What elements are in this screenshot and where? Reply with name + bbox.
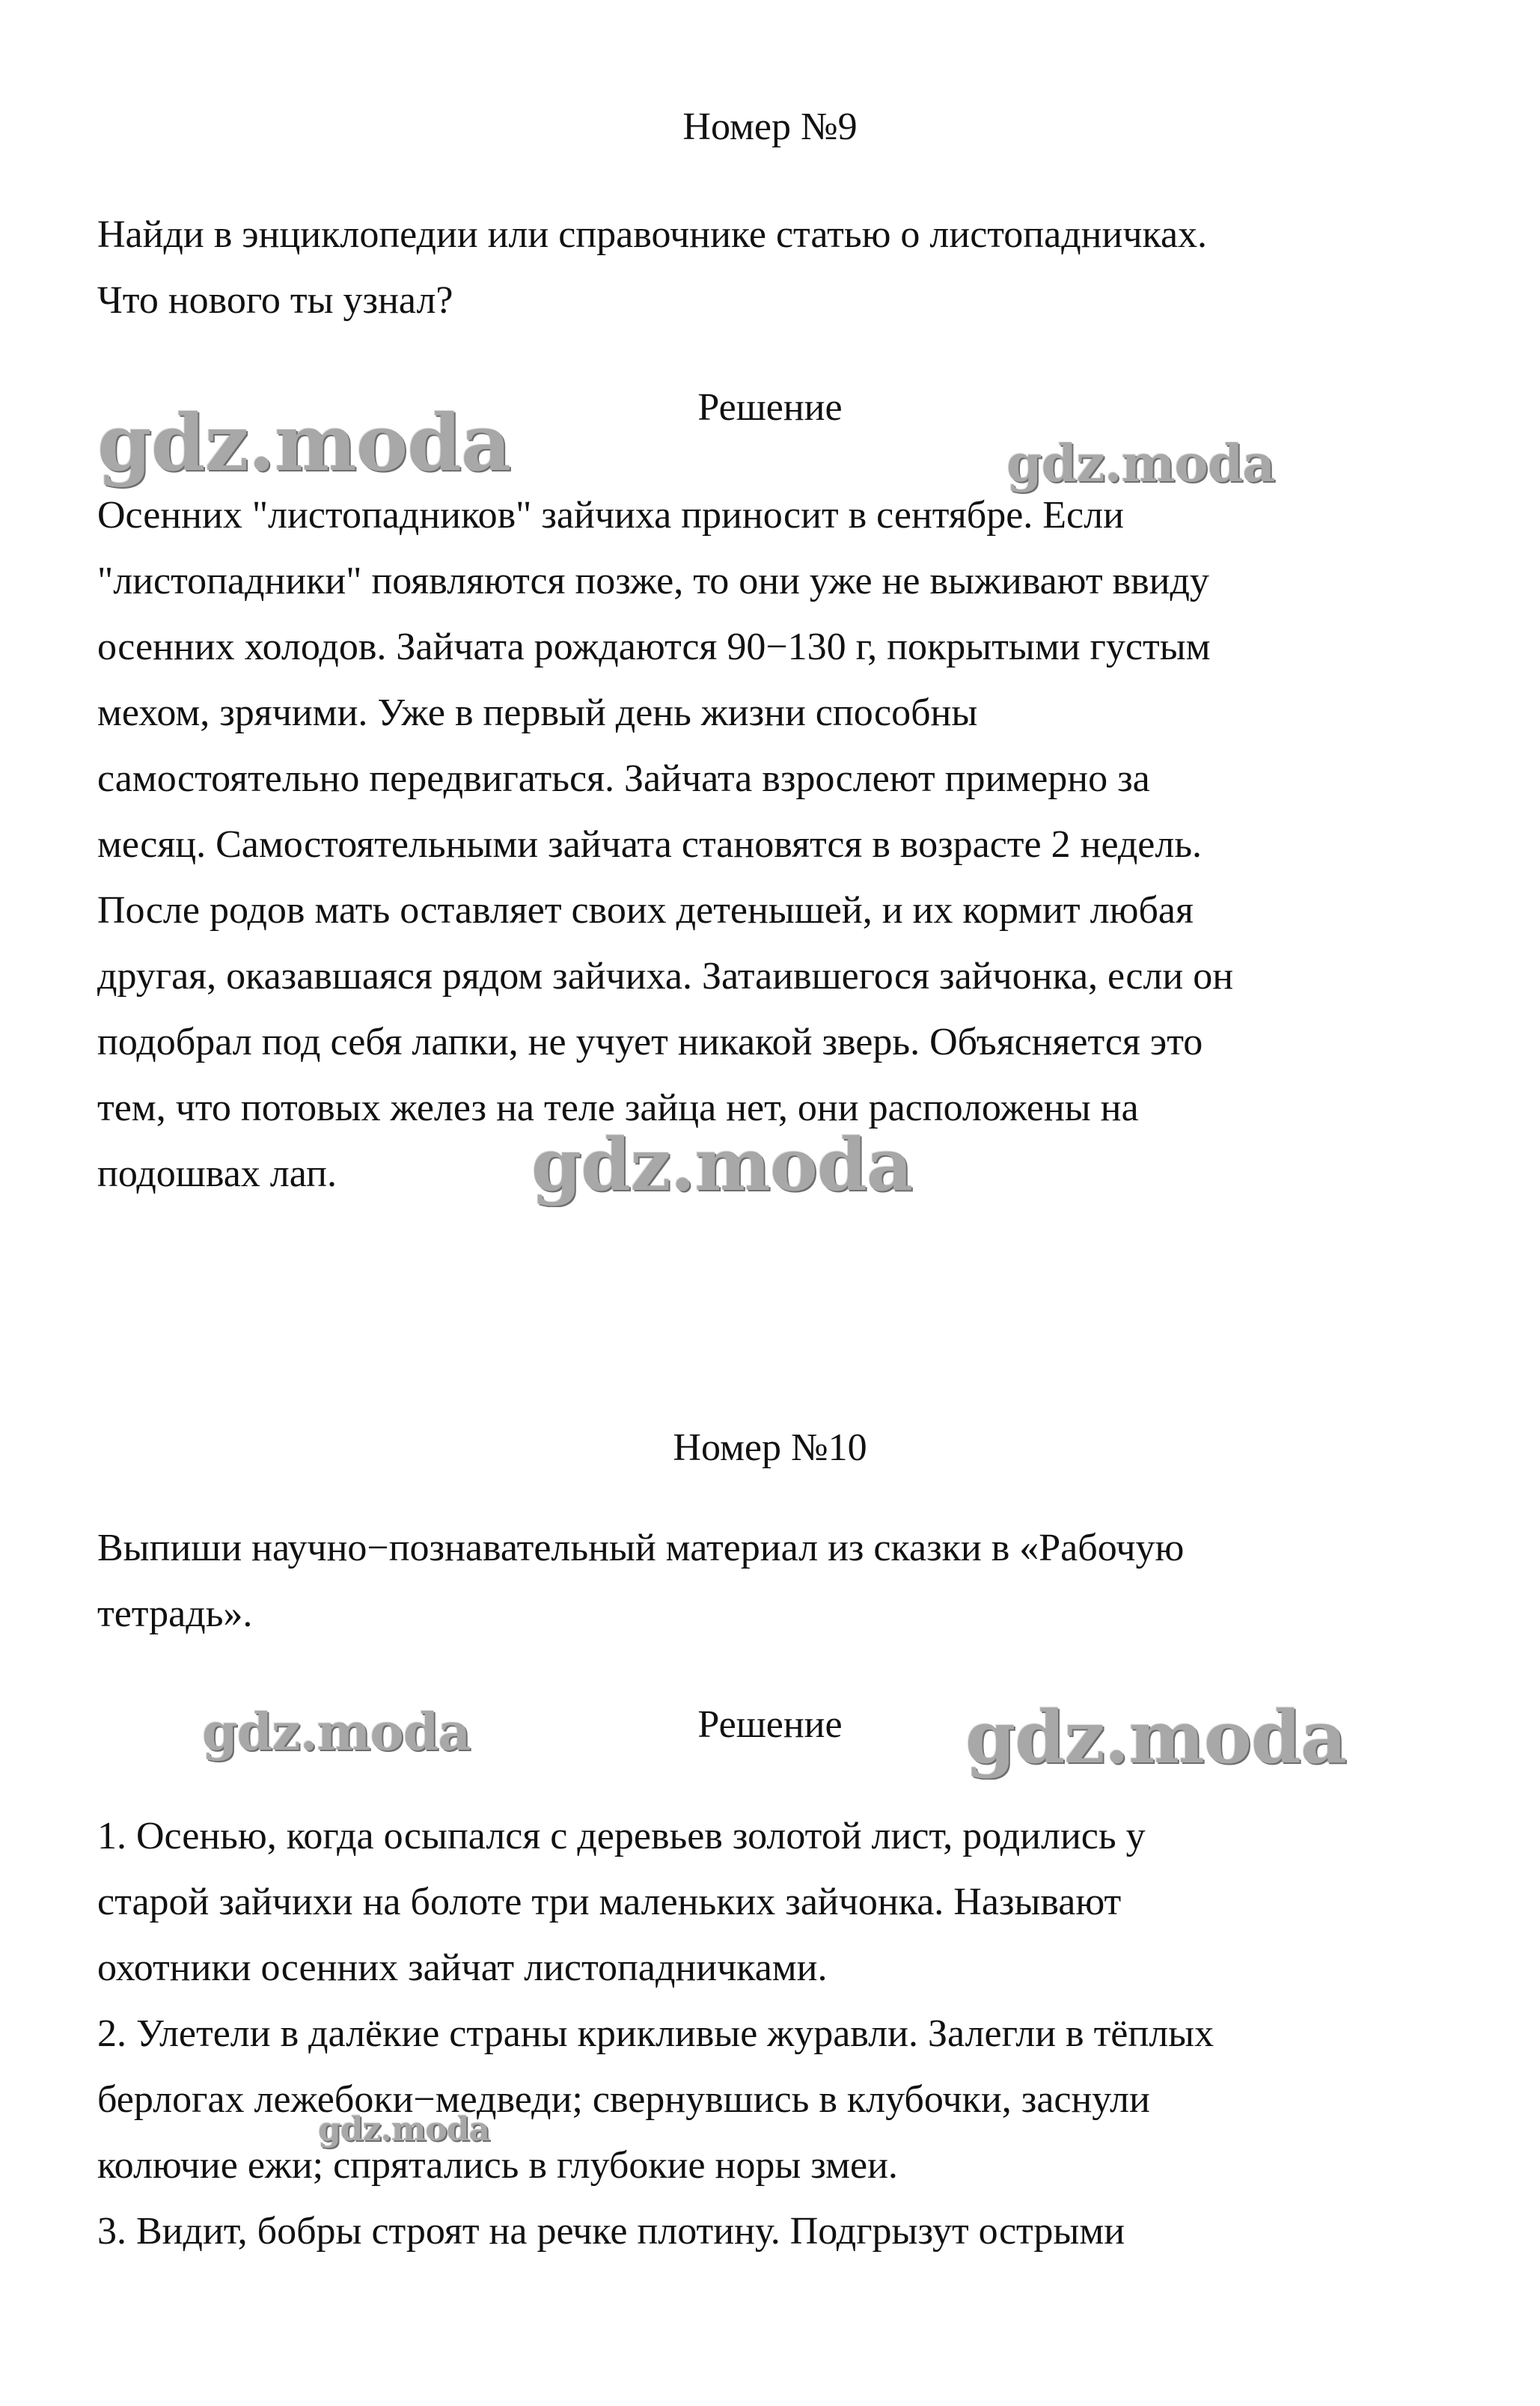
- watermark-logo: gdz.moda: [202, 1703, 471, 1762]
- answer-line: колючие ежи; спрятались в глубокие норы змеи.: [97, 2144, 898, 2187]
- task-10-solution-label: Решение: [697, 1703, 843, 1746]
- task-9-heading: Номер №9: [682, 106, 858, 148]
- answer-line: подошвах лап.: [97, 1152, 337, 1195]
- answer-line: Осенних "листопадников" зайчиха приносит в сентябре. Если: [97, 494, 1124, 537]
- task-9-question: [97, 202, 1444, 334]
- watermark-logo: gdz.moda: [97, 397, 511, 489]
- answer-line: 3. Видит, бобры строят на речке плотину. Подгрызут острыми: [97, 2210, 1125, 2253]
- answer-line: месяц. Самостоятельными зайчата становятся в возрасте 2 недель.: [97, 823, 1203, 866]
- question-line: Что нового ты узнал?: [97, 279, 453, 322]
- task-9-answer: [97, 483, 1444, 1207]
- question-line: Выпиши научно−познавательный материал из сказки в «Рабочую: [97, 1527, 1185, 1569]
- answer-line: старой зайчихи на болоте три маленьких зайчонка. Называют: [97, 1881, 1122, 1923]
- task-9-solution-label: Решение: [697, 386, 843, 429]
- watermark-logo: gdz.moda: [1006, 434, 1275, 494]
- task-10-heading: Номер №10: [673, 1426, 867, 1469]
- answer-line: "листопадники" появляются позже, то они уже не выживают ввиду: [97, 560, 1209, 602]
- task-10-answer: [97, 1804, 1444, 2265]
- answer-line: мехом, зрячими. Уже в первый день жизни способны: [97, 691, 978, 734]
- answer-line: осенних холодов. Зайчата рождаются 90−130 г, покрытыми густым: [97, 626, 1211, 668]
- answer-line: 2. Улетели в далёкие страны крикливые журавли. Залегли в тёплых: [97, 2012, 1214, 2055]
- answer-line: охотники осенних зайчат листопадничками.: [97, 1947, 828, 1989]
- watermark-logo: gdz.moda: [965, 1695, 1347, 1780]
- watermark-logo: gdz.moda: [531, 1123, 913, 1207]
- question-line: Найди в энциклопедии или справочнике статью о листопадничках.: [97, 213, 1208, 256]
- answer-line: другая, оказавшаяся рядом зайчиха. Затаившегося зайчонка, если он: [97, 955, 1234, 998]
- answer-line: берлогах лежебоки−медведи; свернувшись в клубочки, заснули: [97, 2078, 1150, 2121]
- answer-line: самостоятельно передвигаться. Зайчата взрослеют примерно за: [97, 757, 1150, 800]
- task-10-question: [97, 1515, 1444, 1647]
- answer-line: подобрал под себя лапки, не учует никакой зверь. Объясняется это: [97, 1021, 1203, 1063]
- answer-line: тем, что потовых желез на теле зайца нет, они расположены на: [97, 1087, 1139, 1129]
- answer-line: 1. Осенью, когда осыпался с деревьев золотой лист, родились у: [97, 1815, 1146, 1857]
- question-line: тетрадь».: [97, 1593, 253, 1635]
- answer-line: После родов мать оставляет своих детенышей, и их кормит любая: [97, 889, 1194, 932]
- watermark-logo: gdz.moda: [318, 2110, 490, 2149]
